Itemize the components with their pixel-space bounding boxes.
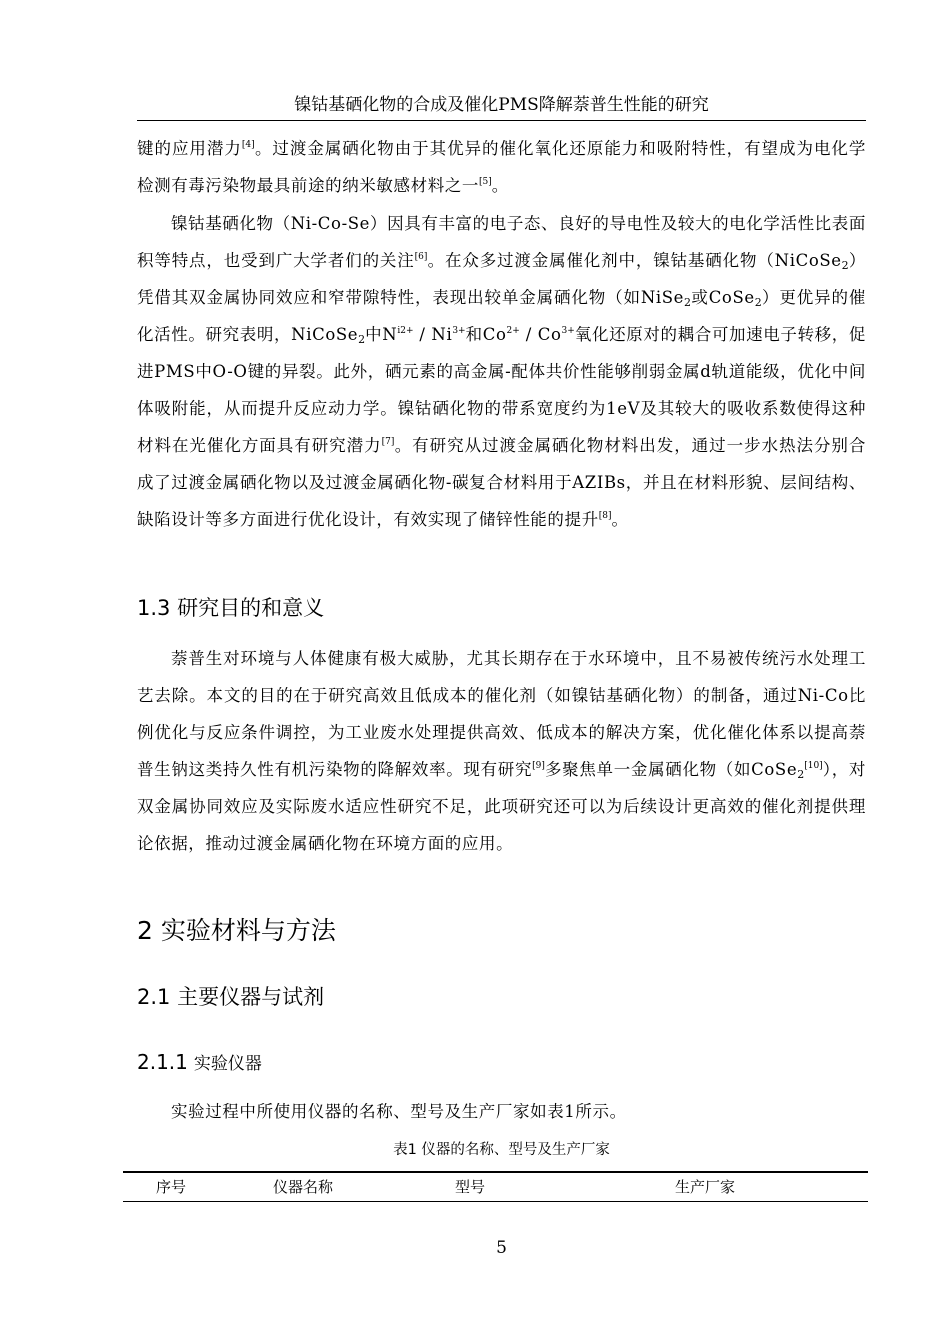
column-header-model: 型号 <box>455 1178 486 1196</box>
running-header: 镍钴基硒化物的合成及催化PMS降解萘普生性能的研究 <box>294 95 709 115</box>
subscript: 2 <box>841 259 849 272</box>
para2-text-2: 。在众多过渡金属催化剂中，镍钴基硒化物（NiCoSe <box>427 251 842 270</box>
subscript: 2 <box>684 296 692 309</box>
subsection-number: 2.1.1 <box>137 1050 188 1074</box>
superscript: 3+ <box>452 326 466 336</box>
table-header-row <box>123 1173 868 1201</box>
page-number: 5 <box>496 1238 507 1258</box>
subscript: 2 <box>754 296 762 309</box>
instrument-table <box>123 1171 868 1202</box>
para2-text-5: ）更优异的催化活性。研究表明，NiCoSe <box>137 288 866 344</box>
citation-ref-8[interactable]: [8] <box>598 511 612 521</box>
column-header-manufacturer: 生产厂家 <box>675 1178 736 1196</box>
para2-text-4: 或CoSe <box>691 288 755 307</box>
paragraph-2 <box>137 205 866 538</box>
citation-ref-4[interactable]: [4] <box>241 140 255 150</box>
superscript: i2+ <box>397 326 414 336</box>
citation-ref-6[interactable]: [6] <box>414 252 428 262</box>
table-caption: 表1 仪器的名称、型号及生产厂家 <box>393 1142 610 1158</box>
subscript: 2 <box>358 333 366 346</box>
column-header-name: 仪器名称 <box>273 1178 334 1196</box>
table-header-rule <box>123 1201 868 1202</box>
para1-text-a: 键的应用潜力 <box>137 139 242 158</box>
citation-ref-7[interactable]: [7] <box>381 437 395 447</box>
paragraph-3 <box>137 640 866 862</box>
citation-ref-10[interactable]: [10] <box>804 761 823 771</box>
chapter-heading-2: 2 实验材料与方法 <box>137 916 336 945</box>
para1-text-c: 。 <box>491 176 509 195</box>
para2-text-7: / Ni <box>413 325 453 344</box>
paragraph-1 <box>137 130 866 204</box>
para2-text-12: 。 <box>611 510 629 529</box>
superscript: 3+ <box>561 326 575 336</box>
citation-ref-9[interactable]: [9] <box>532 761 545 771</box>
section-heading-2-1: 2.1 主要仪器与试剂 <box>137 985 325 1009</box>
subsection-heading-2-1-1 <box>137 1049 262 1077</box>
superscript: 2+ <box>506 326 520 336</box>
column-header-index: 序号 <box>156 1178 187 1196</box>
para3-text-2: 多聚焦单一金属硒化物（如CoSe <box>544 760 798 779</box>
para2-text-1: 镍钴基硒化物（Ni-Co-Se）因具有丰富的电子态、良好的导电性及较大的电化学活性比表面积等特点，也受到广大学者们的关注 <box>137 214 866 270</box>
citation-ref-5[interactable]: [5] <box>479 177 492 187</box>
header-rule <box>137 120 866 121</box>
para1-text-b: 。过渡金属硒化物由于其优异的催化氧化还原能力和吸附特性，有望成为电化学检测有毒污染物最具前途的纳米敏感材料之一 <box>137 139 867 195</box>
subsection-title: 实验仪器 <box>193 1054 262 1074</box>
para3-text-1: 萘普生对环境与人体健康有极大威胁，尤其长期存在于水环境中，且不易被传统污水处理工艺去除。本文的目的在于研究高效且低成本的催化剂（如镍钴基硒化物）的制备，通过Ni-Co比例优化与反应条件调控，为工业废水处理提供高效、低成本的解决方案，优化催化体系以提高萘普生钠这类持久性有机污染物的降解效率。现有研究 <box>137 649 866 779</box>
para2-text-3: ）凭借其双金属协同效应和窄带隙特性，表现出较单金属硒化物（如NiSe <box>137 251 866 307</box>
para2-text-9: / Co <box>519 325 562 344</box>
para3-text-3: ），对双金属协同效应及实际废水适应性研究不足，此项研究还可以为后续设计更高效的催化剂提供理论依据，推动过渡金属硒化物在环境方面的应用。 <box>137 760 866 853</box>
section-heading-1-3: 1.3 研究目的和意义 <box>137 596 325 620</box>
subscript: 2 <box>797 768 805 781</box>
para2-text-6: 中N <box>365 325 398 344</box>
para2-text-11: 。有研究从过渡金属硒化物材料出发，通过一步水热法分别合成了过渡金属硒化物以及过渡金属硒化物-碳复合材料用于AZIBs，并且在材料形貌、层间结构、缺陷设计等多方面进行优化设计，有效实现了储锌性能的提升 <box>137 436 866 529</box>
paragraph-4: 实验过程中所使用仪器的名称、型号及生产厂家如表1所示。 <box>171 1102 627 1121</box>
para2-text-10: 氧化还原对的耦合可加速电子转移，促进PMS中O-O键的异裂。此外，硒元素的高金属-配体共价性能够削弱金属d轨道能级，优化中间体吸附能，从而提升反应动力学。镍钴硒化物的带系宽度约为1eV及其较大的吸收系数使得这种材料在光催化方面具有研究潜力 <box>137 325 867 455</box>
para2-text-8: 和Co <box>465 325 507 344</box>
